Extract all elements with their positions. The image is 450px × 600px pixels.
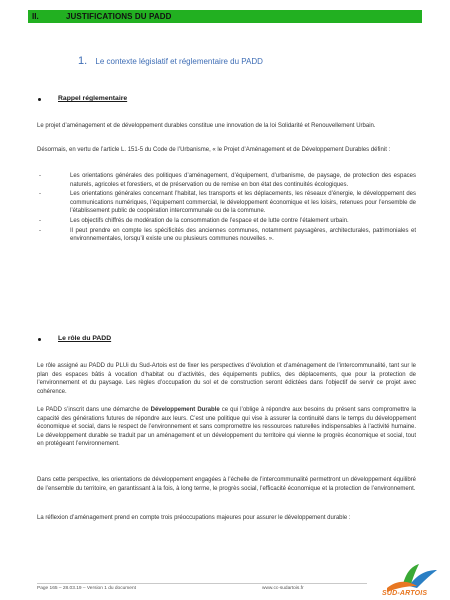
footer-page-info: Page 165 – 28.03.19 – Version 1 du document bbox=[37, 586, 136, 591]
paragraph-text: Désormais, en vertu de l’article L. 151-5 du Code de l’Urbanisme, « le Projet d’Aménagement et de Développement Durables définit : bbox=[37, 147, 391, 153]
subsection-number: 1. bbox=[78, 55, 88, 67]
section-bullet-icon bbox=[38, 98, 41, 101]
paragraph-text: Dans cette perspective, les orientations de développement engagées à l’échelle de l’intercommunalité permettront un développement équilibré de l’ensemble du territoire, en garantissant à la fois, à long terme, le progrès social, l’efficacité économique et la protection de l’environnement. bbox=[37, 477, 416, 492]
section2-paragraph-2 bbox=[37, 406, 416, 449]
section2-paragraph-4 bbox=[37, 514, 416, 523]
section1-paragraph-1 bbox=[37, 122, 416, 131]
list-item bbox=[37, 217, 416, 226]
section-title-role: Le rôle du PADD bbox=[58, 335, 112, 342]
list-item-text: Les orientations générales des politiques d’aménagement, d’équipement, d’urbanisme, de paysage, de protection des espaces naturels, agricoles et forestiers, et de préservation ou de remise en bon état des continuités écologiques. bbox=[70, 173, 416, 188]
chapter-title: JUSTIFICATIONS DU PADD bbox=[66, 12, 172, 21]
section1-paragraph-2 bbox=[37, 146, 416, 155]
list-item-text: Les objectifs chiffrés de modération de la consommation de l’espace et de lutte contre l’étalement urbain. bbox=[70, 217, 349, 224]
dash-icon: - bbox=[39, 191, 41, 198]
dash-icon: - bbox=[39, 227, 41, 234]
chapter-heading-bar bbox=[28, 10, 422, 23]
paragraph-text-end: ce qui l’oblige à répondre aux besoins du présent sans compromettre la capacité des générations futures de répondre aux leurs. C’est une politique qui vise à assurer la continuité dans le temps du développement économique et social, dans le respect de l’environnement et sans compromettre les ressources naturelles indispensables à l’activité humaine. Le développement durable se traduit par un aménagement et un développement du territoire qui vienne le progrès économique et social, tout en protégeant l’environnement. bbox=[37, 407, 416, 448]
dash-icon: - bbox=[39, 217, 41, 224]
paragraph-text-start: Le PADD s’inscrit dans une démarche de bbox=[37, 407, 151, 413]
list-item bbox=[37, 190, 416, 216]
chapter-number: II. bbox=[32, 12, 39, 21]
list-item-text: Il peut prendre en compte les spécificités des anciennes communes, notamment paysagères, architecturales, patrimoniales et environnementales, lorsqu’il existe une ou plusieurs communes nouvelles. ». bbox=[70, 227, 416, 243]
paragraph-text: La réflexion d’aménagement prend en compte trois préoccupations majeures pour assurer le développement durable : bbox=[37, 515, 351, 521]
footer-website-link[interactable]: www.cc-sudartois.fr bbox=[262, 586, 304, 591]
list-item-text: Les orientations générales concernant l’habitat, les transports et les déplacements, les réseaux d’énergie, le développement des communications numériques, l’équipement commercial, le développement économique et les loisirs, retenues pour l’ensemble de l’établissement public de coopération intercommunale ou de la commune. bbox=[70, 191, 416, 215]
section-bullet-icon bbox=[38, 338, 41, 341]
dash-icon: - bbox=[39, 173, 41, 179]
list-item bbox=[37, 227, 416, 244]
paragraph-text: Le projet d’aménagement et de développement durables constitue une innovation de la loi Solidarité et Renouvellement Urbain. bbox=[37, 123, 376, 129]
section2-paragraph-3 bbox=[37, 476, 416, 493]
subsection-heading bbox=[78, 55, 263, 67]
logo-text: SUD-ARTOIS bbox=[382, 590, 428, 597]
section2-paragraph-1 bbox=[37, 362, 416, 396]
subsection-title: Le contexte législatif et réglementaire du PADD bbox=[95, 57, 263, 66]
section1-bullet-list bbox=[37, 172, 416, 245]
footer-divider bbox=[37, 583, 367, 584]
section-title-rappel: Rappel réglementaire bbox=[58, 95, 128, 102]
paragraph-text: Le rôle assigné au PADD du PLUi du Sud-Artois est de fixer les perspectives d’évolution et d’aménagement de l’intercommunalité, tant sur le plan des espaces bâtis à vocation d’habitat ou d’activités, des équipements publics, des déplacements, que pour la protection de l’environnement et du paysage. Les règles d’occupation du sol et de construction seront édictées dans l’objectif de servir ce projet avec cohérence. bbox=[37, 363, 416, 395]
list-item bbox=[37, 172, 416, 189]
paragraph-bold-term: Développement Durable bbox=[150, 407, 220, 413]
paragraph-text bbox=[37, 406, 416, 449]
